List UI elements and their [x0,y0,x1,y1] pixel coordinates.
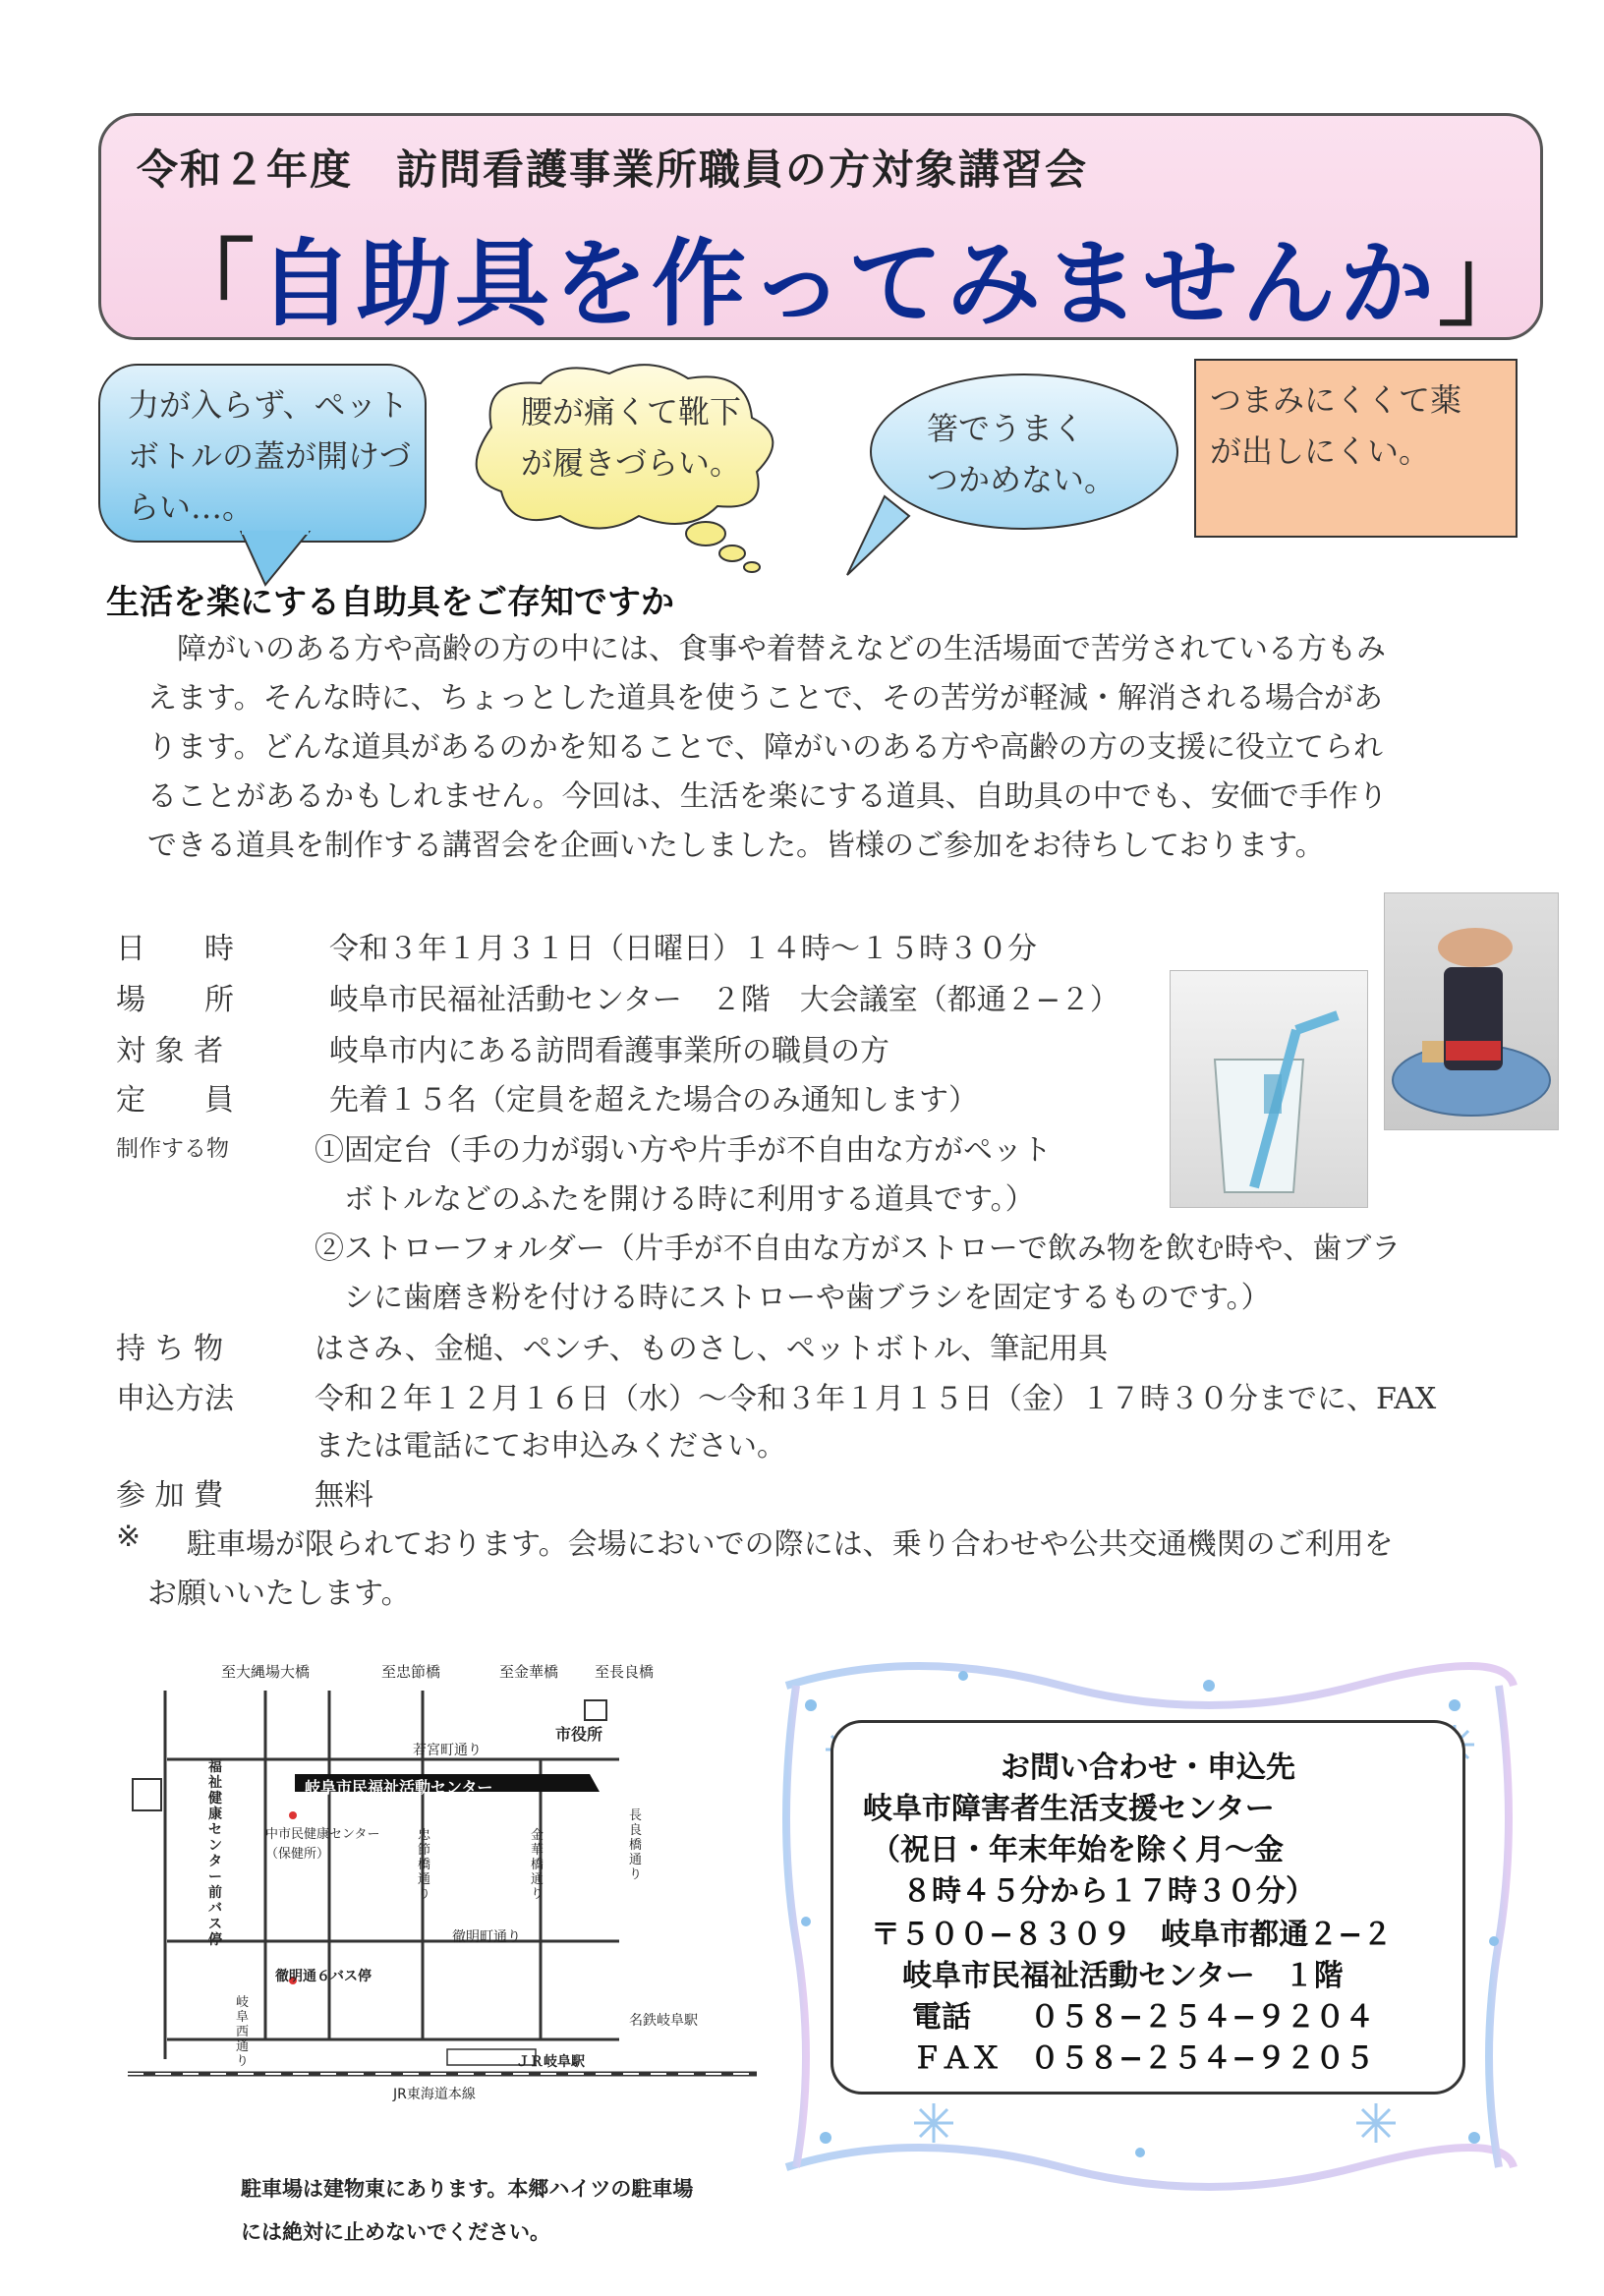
contact-org: 岐阜市障害者生活支援センター [863,1792,1275,1826]
contact-phone: 電話 ０５８−２５４−９２０４ [912,2000,1375,2035]
title-banner [98,113,1543,340]
fee-value: 無料 [315,1478,373,1513]
map-label-jr-station: ＪＲ岐阜駅 [516,2054,585,2070]
contact-heading: お問い合わせ・申込先 [1001,1751,1295,1785]
place-label: 場 所 [116,983,234,1017]
map-label-nishi: 岐阜西通り [236,1995,250,2069]
event-title [160,209,1536,344]
intro-paragraph [147,625,1523,871]
map-label-city-hall: 市役所 [555,1725,603,1744]
target-value: 岐阜市内にある訪問看護事業所の職員の方 [329,1034,889,1068]
parking-map-note-line: 駐車場は建物東にあります。本郷ハイツの駐車場 [241,2177,694,2201]
speech-bubble-chopsticks [870,373,1178,530]
contact-hours-2: ８時４５分から１７時３０分） [902,1874,1315,1909]
map-label-tokumei: 徹明町通り [452,1929,521,1945]
note-mark: ※ [116,1520,142,1554]
parking-map-note [241,2167,693,2254]
bottle-holder-icon [1385,893,1558,1129]
map-label-health: 中市民健康センター [265,1827,380,1842]
contact-fax: ＦＡＸ ０５８−２５４−９２０５ [912,2041,1375,2076]
bubble-line: らい…。 [128,488,255,526]
map-label-kinka-st: 金華橋通り [531,1828,544,1902]
map-label-bus1: 福祉健康センター前バス停 [208,1759,222,1948]
make-item-2-cont: シに歯磨き粉を付ける時にストローや歯ブラシを固定するものです。） [344,1281,1271,1315]
bubble-line: 腰が痛くて靴下 [521,393,742,430]
parking-map-note-line: には絶対に止めないでください。 [241,2220,550,2244]
make-item-2: ②ストローフォルダー（片手が不自由な方がストローで飲み物を飲む時や、歯ブラ [315,1232,1402,1266]
note-box-medicine [1194,359,1518,538]
bubble-line: が履きづらい。 [521,444,742,482]
paragraph-line: ります。どんな道具があるのかを知ることで、障がいのある方や高齢の方の支援に役立てられ [147,730,1383,765]
make-label: 制作する物 [116,1136,229,1162]
contact-box [831,1720,1465,2095]
apply-value: 令和２年１２月１６日（水）～令和３年１月１５日（金）１７時３０分までに、FAX [315,1382,1437,1416]
bubble-line: つかめない。 [927,461,1117,498]
paragraph-line: できる道具を制作する講習会を企画いたしました。皆様のご参加をお待ちしております。 [147,829,1325,863]
map-label-chuusetsu: 至忠節橋 [381,1663,441,1681]
map-label-nagara-st: 長良橋通り [629,1808,643,1882]
make-item-1: ①固定台（手の力が弱い方や片手が不自由な方がペット [315,1133,1052,1168]
straw-holder-icon [1171,971,1367,1207]
straw-holder-photo [1170,970,1368,1208]
map-label-health-2: （保健所） [265,1847,330,1862]
capacity-label: 定 員 [116,1083,234,1118]
fee-label: 参 加 費 [116,1478,224,1513]
contact-address: 〒５００−８３０９ 岐阜市都通２−２ [871,1918,1393,1952]
map-label-nagara: 至長良橋 [595,1663,655,1681]
bubble-tail-icon [845,491,914,580]
bring-label: 持 ち 物 [116,1332,224,1366]
parking-note-cont: お願いいたします。 [147,1577,411,1611]
make-item-1-cont: ボトルなどのふたを開ける時に利用する道具です。） [344,1182,1035,1217]
contact-hours: （祝日・年末年始を除く月～金 [871,1833,1284,1867]
paragraph-line: 障がいのある方や高齢の方の中には、食事や着替えなどの生活場面で苦労されている方もみ [147,632,1386,666]
map-label-bus2: 徹明通６バス停 [275,1969,372,1984]
bubble-line: つまみにくくて薬 [1210,381,1462,419]
bubble-line: が出しにくい。 [1210,432,1431,470]
event-subtitle: 令和２年度 訪問看護事業所職員の方対象講習会 [137,145,1089,194]
date-label: 日 時 [116,932,234,966]
place-value: 岐阜市民福祉活動センター ２階 大会議室（都通２−２） [329,983,1119,1017]
bottle-holder-photo [1384,892,1559,1130]
title-text: 自助具を作ってみませんか [258,229,1438,339]
map-label-chuusetsu-st: 忠節橋通り [418,1828,431,1902]
title-open-bracket: 「 [160,229,258,339]
map-label-wakamiya: 若宮町通り [413,1743,482,1758]
date-value: 令和３年１月３１日（日曜日）１４時～１５時３０分 [329,932,1037,966]
map-label-ohashi: 至大縄場大橋 [221,1663,311,1681]
parking-note: 駐車場が限られております。会場においでの際には、乗り合わせや公共交通機関のご利用を [187,1527,1394,1562]
paragraph-line: ることがあるかもしれません。今回は、生活を楽にする道具、自助具の中でも、安価で手作り [147,779,1388,814]
map-label-center: 岐阜市民福祉活動センター [305,1778,493,1797]
map-label-kinka: 至金華橋 [499,1663,559,1681]
map-label-meitetsu: 名鉄岐阜駅 [629,2013,698,2029]
capacity-value: 先着１５名（定員を超えた場合のみ通知します） [329,1083,978,1118]
bubble-line: ボトルの蓋が開けづ [128,437,412,475]
speech-bubble-pet-bottle [98,364,427,543]
target-label: 対 象 者 [116,1034,224,1068]
contact-building: 岐阜市民福祉活動センター １階 [902,1959,1344,1993]
title-close-bracket: 」 [1438,229,1536,339]
bring-value: はさみ、金槌、ペンチ、ものさし、ペットボトル、筆記用具 [315,1332,1109,1366]
thought-bubble-socks [521,386,767,488]
apply-label: 申込方法 [116,1382,234,1416]
section-heading: 生活を楽にする自助具をご存知ですか [106,583,674,622]
bubble-line: 力が入らず、ペット [128,386,409,424]
apply-value-cont: または電話にてお申込みください。 [315,1429,786,1464]
paragraph-line: えます。そんな時に、ちょっとした道具を使うことで、その苦労が軽減・解消される場合があ [147,681,1383,716]
map-label-jr-line: JR東海道本線 [393,2087,476,2102]
bubble-line: 箸でうまく [927,410,1085,447]
